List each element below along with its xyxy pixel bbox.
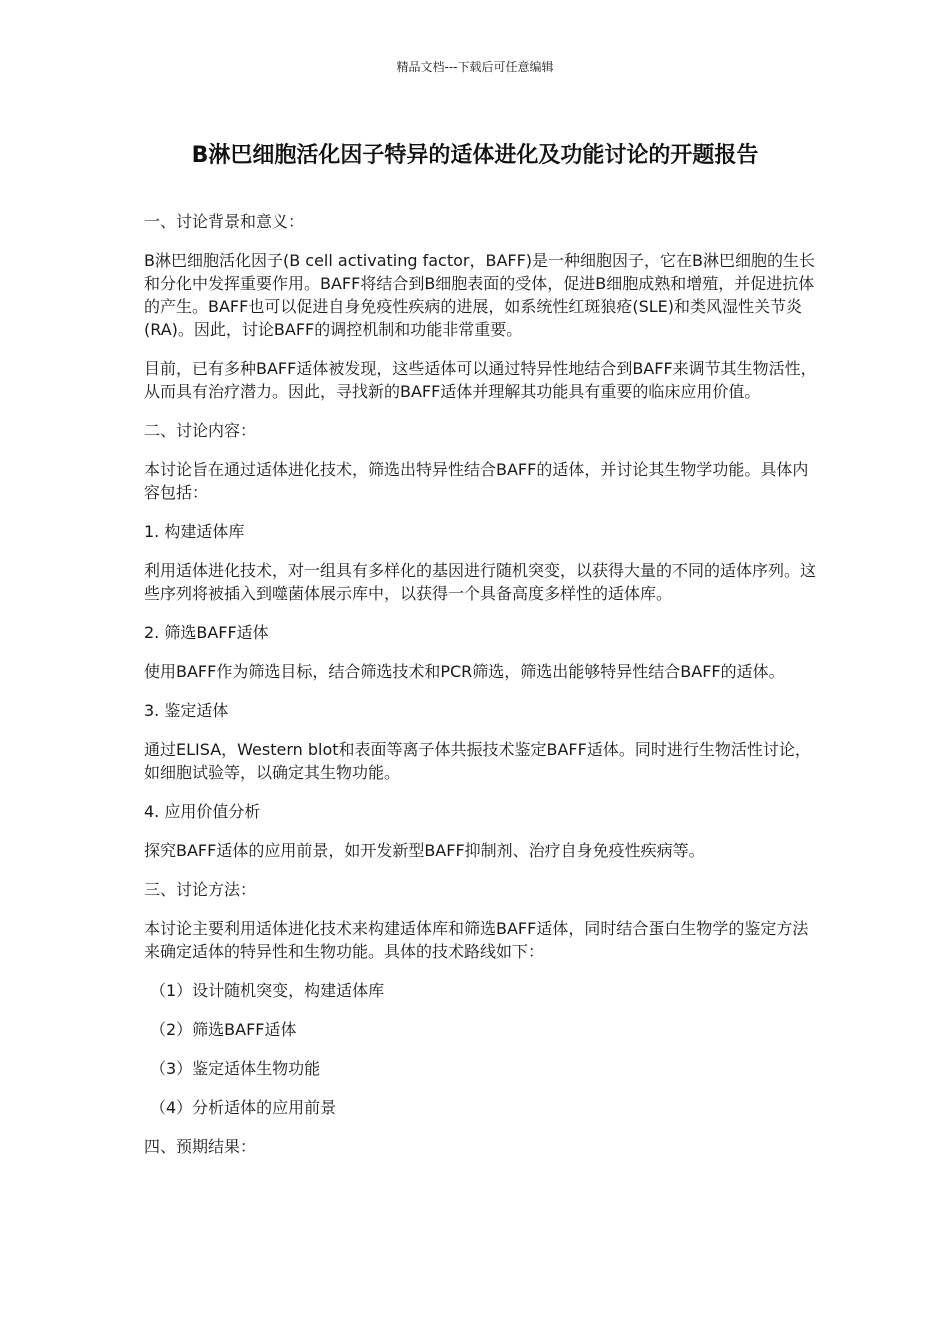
- item-heading-3: 3. 鉴定适体: [144, 701, 229, 720]
- paragraph-content-intro: 本讨论旨在通过适体进化技术，筛选出特异性结合BAFF的适体，并讨论其生物学功能。具体内容包括：: [144, 460, 809, 502]
- section-heading-background: 一、讨论背景和意义：: [144, 212, 305, 231]
- method-step-3: （3）鉴定适体生物功能: [150, 1059, 321, 1078]
- section-heading-expected-results: 四、预期结果：: [144, 1137, 257, 1156]
- document-body: [144, 210, 824, 1174]
- paragraph-baff-intro: B淋巴细胞活化因子(B cell activating factor，BAFF)是一种细胞因子，它在B淋巴细胞的生长和分化中发挥重要作用。BAFF将结合到B细胞表面的受体，促进B细胞成熟和增殖，并促进抗体的产生。BAFF也可以促进自身免疫性疾病的进展，如系统性红斑狼疮(SLE)和类风湿性关节炎(RA)。因此，讨论BAFF的调控机制和功能非常重要。: [144, 251, 816, 339]
- paragraph-current-status: 目前，已有多种BAFF适体被发现，这些适体可以通过特异性地结合到BAFF来调节其生物活性，从而具有治疗潜力。因此，寻找新的BAFF适体并理解其功能具有重要的临床应用价值。: [144, 359, 817, 401]
- item-heading-4: 4. 应用价值分析: [144, 802, 261, 821]
- header-note: 精品文档---下载后可任意编辑: [396, 60, 554, 74]
- paragraph-methods: 本讨论主要利用适体进化技术来构建适体库和筛选BAFF适体，同时结合蛋白生物学的鉴定方法来确定适体的特异性和生物功能。具体的技术路线如下：: [144, 919, 809, 961]
- method-step-4: （4）分析适体的应用前景: [150, 1098, 337, 1117]
- section-heading-methods: 三、讨论方法：: [144, 880, 257, 899]
- paragraph-item-4: 探究BAFF适体的应用前景，如开发新型BAFF抑制剂、治疗自身免疫性疾病等。: [144, 841, 705, 860]
- item-heading-2: 2. 筛选BAFF适体: [144, 623, 269, 642]
- method-step-2: （2）筛选BAFF适体: [150, 1020, 297, 1039]
- paragraph-item-3: 通过ELISA，Western blot和表面等离子体共振技术鉴定BAFF适体。同时进行生物活性讨论，如细胞试验等，以确定其生物功能。: [144, 740, 811, 782]
- method-step-1: （1）设计随机突变，构建适体库: [150, 981, 385, 1000]
- document-title: B淋巴细胞活化因子特异的适体进化及功能讨论的开题报告: [191, 143, 759, 168]
- paragraph-item-1: 利用适体进化技术，对一组具有多样化的基因进行随机突变，以获得大量的不同的适体序列。这些序列将被插入到噬菌体展示库中，以获得一个具备高度多样性的适体库。: [144, 561, 817, 603]
- paragraph-item-2: 使用BAFF作为筛选目标，结合筛选技术和PCR筛选，筛选出能够特异性结合BAFF的适体。: [144, 662, 785, 681]
- item-heading-1: 1. 构建适体库: [144, 522, 245, 541]
- section-heading-content: 二、讨论内容：: [144, 421, 257, 440]
